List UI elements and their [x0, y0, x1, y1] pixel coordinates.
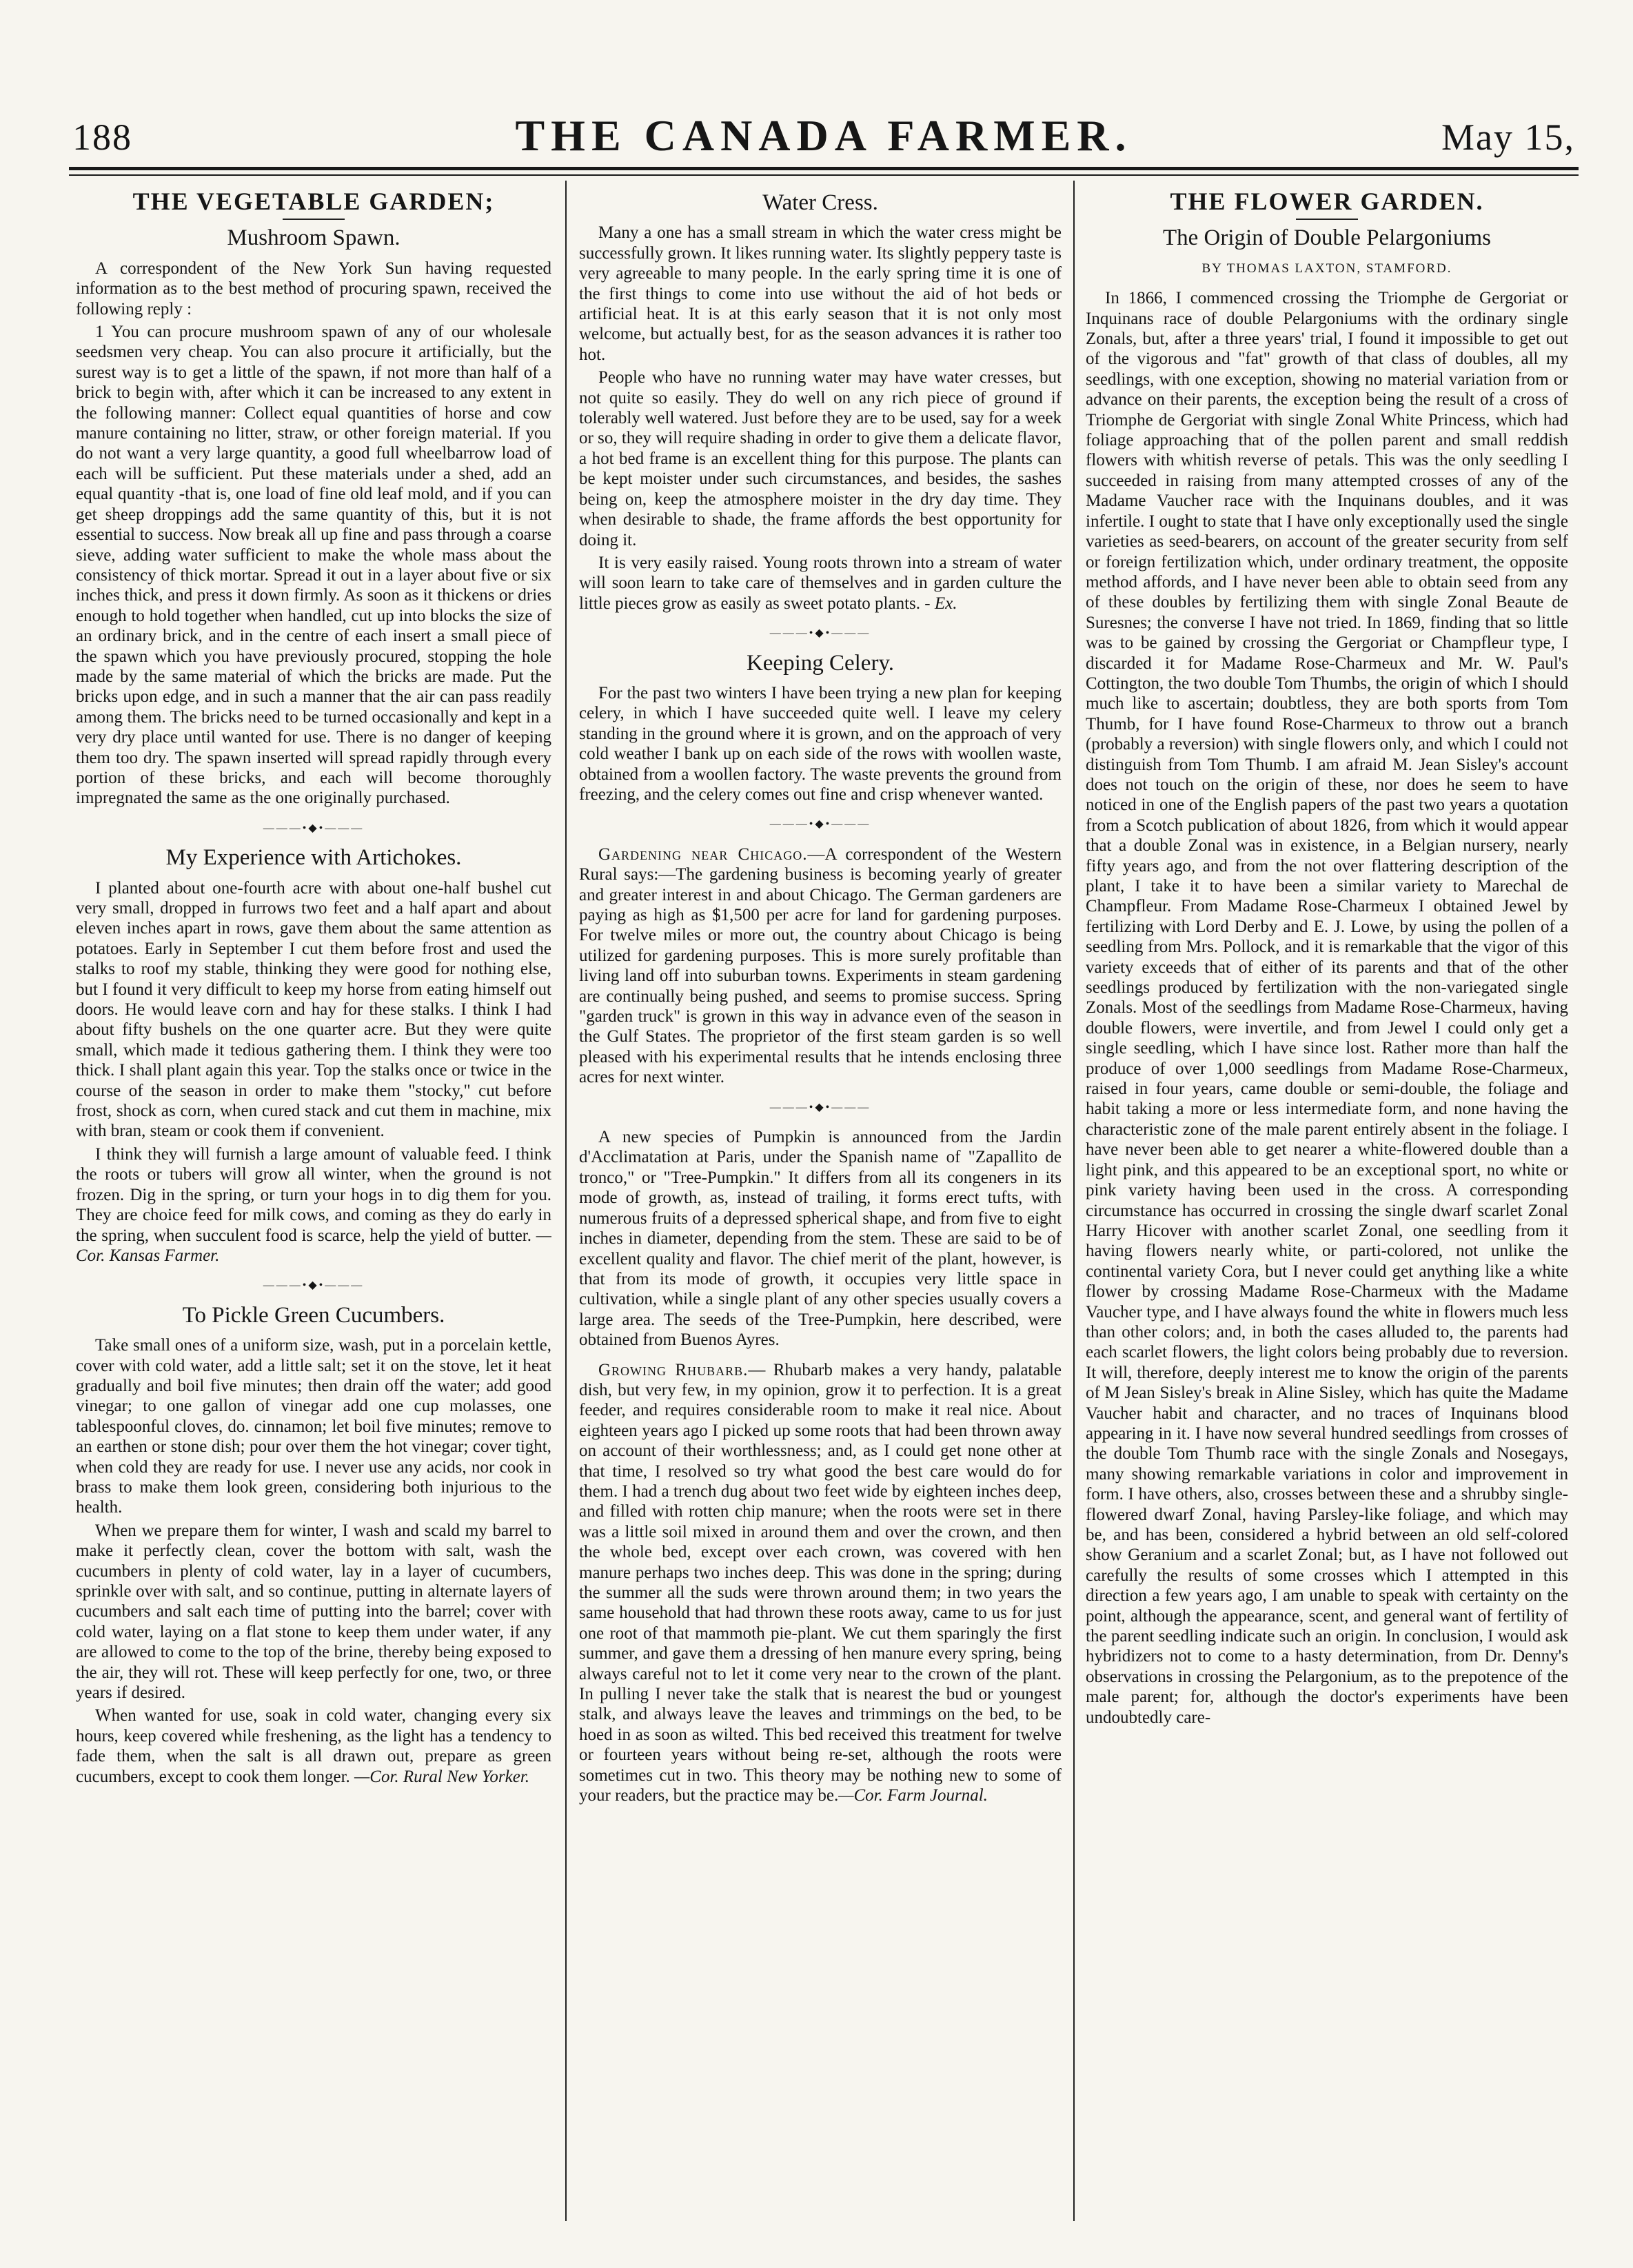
article-intro: A correspondent of the New York Sun having requested information as to the best method of procuring spawn, received the following reply :: [76, 259, 551, 318]
page-header: [72, 103, 1575, 159]
article-paragraph: For the past two winters I have been trying a new plan for keeping celery, in which I have succeeded quite well. I leave my celery standing in the ground where it is grown, and on the approach of very cold weather I bank up on each side of the rows with woollen waste, obtained from a woollen factory. The waste prevents the ground from freezing, and the celery comes out fine and crisp whenever wanted.: [579, 683, 1062, 804]
article-title-cucumbers: To Pickle Green Cucumbers.: [182, 1302, 445, 1328]
article-body: 1 You can procure mushroom spawn of any of our wholesale seedsmen very cheap. You can also procure it artificially, but the surest way is to get a little of the spawn, if not more than half of a brick to begin with, after which it can be increased to any extent in the following manner: Collect equal quantities of horse and cow manure containing no litter, straw, or other foreign material. If you do not want a very large quantity, a good full wheelbarrow load of each will be sufficient. Put these materials under a shed, add an equal quantity -that is, one load of fine old leaf mold, and if you can get sheep droppings add the same quantity of this, but it is not essential to success. Now break all up fine and pass through a coarse sieve, adding water sufficient to make the whole mass about the consistency of thick mortar. Spread it out in a layer about five or six inches thick, and press it down firmly. As soon as it thickens or dries enough to hold together when handled, cut up into blocks the size of an ordinary brick, and in the centre of each insert a small piece of the spawn which you have previously procured, stopping the hole made by the same material of which the bricks are made. Put the bricks upon edge, and in such a manner that the air can pass readily among them. The bricks need to be turned occasionally and kept in a very dry place until wanted for use. There is no danger of keeping them too dry. The spawn inserted will spread rapidly through every portion of these bricks, and each will become thoroughly impregnated the same as the one originally purchased.: [76, 323, 551, 808]
article-paragraph: [579, 844, 1062, 1088]
article-text: — Rhubarb makes a very handy, palatable dish, but very few, in my opinion, grow it to perfection. It is a great feeder, and requires considerable room to make it real nice. About eighteen years ago I picked up some roots that had been thrown away on account of their worthlessness; and, as I could get none other at that time, I resolved so try what good the best care would do for them. I had a trench dug about two feet wide by eighteen inches deep, and filled with rotten chip manure; when the roots were set in there was a little soil mixed in around them and over the crown, and then the whole bed, except over each crown, was covered with hen manure perhaps two inches deep. This was done in the spring; during the summer all the suds were thrown around them; in two years the same household that had thrown these roots away, came to us for just one root of that mammoth pie-plant. We cut them sparingly the first summer, and gave them a dressing of hen manure every spring, being always careful not to let it come very near to the crown of the plant. In pulling I never take the stalk that is nearest the bud or youngest stalk, and always leave the leaves and trimmings on the bed, to be hoed in as soon as wilted. This bed received this treatment for twelve or fourteen years without being re-set, although the roots were sometimes cut in two. This theory may be nothing new to some of your readers, but the practice may be.: [579, 1360, 1062, 1805]
ornament-divider: ———•◆•———: [769, 627, 871, 640]
column-divider: [565, 181, 567, 2221]
divider: [283, 219, 345, 220]
divider: [1296, 219, 1358, 220]
article-title-pelargoniums: The Origin of Double Pelargoniums: [1163, 225, 1491, 251]
section-heading-vegetable-garden: THE VEGETABLE GARDEN;: [132, 188, 495, 215]
column-divider: [1073, 181, 1075, 2221]
article-title-celery: Keeping Celery.: [746, 650, 895, 676]
article-paragraph: [579, 553, 1062, 614]
page-number: 188: [72, 117, 132, 158]
column-left: [76, 185, 551, 2225]
article-paragraph: I planted about one-fourth acre with about one-half bushel cut very small, dropped in furrows two feet and a half apart and about eleven inches apart in rows, gave them about the same attention as potatoes. Early in September I cut them before frost and used the stalks to roof my stable, thinking they were good for nothing else, but I found it very difficult to keep my horse from eating himself out doors. He would leave corn and hay for these stalks. I think I had about fifty bushels on the one quarter acre. But they were quite small, which made it tedious gathering them. I think they were too thick. I shall plant again this year. Top the stalks once or twice in the course of the season in order to make them "stocky," cut before frost, shock as corn, when cured stack and cut them in machine, mix with bran, steam or cook them if convenient.: [76, 878, 551, 1141]
article-text: When wanted for use, soak in cold water, changing every six hours, keep covered while freshening, as the light has a tendency to fade them, when the salt is all drawn out, prepare as green cucumbers, except to cook them longer.: [76, 1706, 551, 1786]
ornament-divider: ———•◆•———: [769, 1101, 871, 1113]
article-paragraph: When we prepare them for winter, I wash and scald my barrel to make it perfectly clean, cover the bottom with salt, wash the cucumbers in plenty of cold water, lay in a layer of cucumbers, sprinkle over with salt, and so continue, putting in alternate layers of cucumbers and salt each time of putting into the barrel; cover with cold water, laying on a flat stone to keep them under water, if any are allowed to come to the top of the brine, thereby being exposed to the air, they will rot. These will keep perfectly for one, two, or three years if desired.: [76, 1521, 551, 1703]
masthead: THE CANADA FARMER.: [515, 111, 1133, 160]
article-signature: —Cor. Farm Journal.: [838, 1786, 988, 1805]
article-text: —A correspondent of the Western Rural says:—The gardening business is becoming yearly of greater and greater interest in and about Chicago. The German gardeners are paying as high as $1,500 per acre for land for gardening purposes. For twelve miles or more out, the country about Chicago is being utilized for gardening purposes. This is more surely profitable than living land off into suburban towns. Experiments in steam gardening are continually being pushed, and seems to promise success. Spring "garden truck" is grown in this way in advance even of the season in the Gulf States. The proprietor of the first steam garden is so well pleased with his experimental results that he intends enclosing three acres for next winter.: [579, 844, 1062, 1087]
article-paragraph: People who have no running water may have water cresses, but not quite so easily. They do well on any rich piece of ground if tolerably well watered. Just before they are to be used, say for a week or so, they will require shading in order to give them a delicate flavor, a hot bed frame is an excellent thing for this purpose. The plants can be kept moister under such circumstances, and besides, the sashes being on, keep the atmosphere moister in the dry day time. They when desirable to shade, the frame affords the best opportunity for doing it.: [579, 368, 1062, 549]
article-title-artichokes: My Experience with Artichokes.: [165, 845, 462, 871]
article-text: It is very easily raised. Young roots thrown into a stream of water will soon learn to take care of themselves and in garden culture the little pieces grow as easily as sweet potato plants.: [579, 553, 1062, 613]
article-paragraph: [76, 1705, 551, 1787]
article-lead: Growing Rhubarb.: [598, 1360, 749, 1379]
ornament-divider: ———•◆•———: [769, 818, 871, 831]
article-paragraph: [76, 1144, 551, 1266]
column-right: [1086, 185, 1568, 2225]
article-text: I think they will furnish a large amount of valuable feed. I think the roots or tubers will grow all winter, when the ground is not frozen. Dig in the spring, or turn your hogs in to dig them for you. They are choice feed for milk cows, and coming as they do early in the spring, when succulent food is scarce, help the yield of butter.: [76, 1144, 551, 1245]
article-paragraph: Many a one has a small stream in which the water cress might be successfully grown. It likes running water. Its slightly peppery taste is very agreeable to many people. In the early spring time it is one of the first things to come into use without the aid of hot beds or artificial heat. It is at this early season that it is not only most welcome, but actually best, for as the season advances it is rather too hot.: [579, 223, 1062, 364]
article-byline: BY THOMAS LAXTON, STAMFORD.: [1201, 261, 1452, 276]
ornament-divider: ———•◆•———: [263, 1279, 365, 1292]
article-signature: - Ex.: [924, 594, 957, 613]
article-paragraph: [579, 1360, 1062, 1806]
article-signature: —Cor. Kansas Farmer.: [76, 1226, 551, 1265]
header-rule-thin: [69, 174, 1579, 176]
ornament-divider: ———•◆•———: [263, 822, 365, 834]
section-heading-flower-garden: THE FLOWER GARDEN.: [1170, 188, 1484, 215]
article-title-mushroom: Mushroom Spawn.: [227, 225, 400, 251]
article-paragraph: Take small ones of a uniform size, wash, put in a porcelain kettle, cover with cold water, add a little salt; set it on the stove, let it heat gradually and boil five minutes; then drain off the water; add good vinegar; to one gallon of vinegar add one cup molasses, one tablespoonful cloves, do. cinnamon; let boil five minutes; remove to an earthen or stone dish; pour over them the hot vinegar; cover tight, when cold they are ready for use. I never use any acids, nor cook in brass to make them look green, considering both injurious to the health.: [76, 1336, 551, 1517]
column-middle: [579, 185, 1062, 2225]
article-lead: Gardening near Chicago.: [598, 844, 808, 864]
article-title-water-cress: Water Cress.: [762, 190, 878, 215]
article-signature: —Cor. Rural New Yorker.: [354, 1767, 530, 1786]
article-paragraph: A new species of Pumpkin is announced from the Jardin d'Acclimatation at Paris, under the Spanish name of "Zapallito de tronco," or "Tree-Pumpkin." It differs from all its congeners in its mode of growth, as, instead of trailing, it forms erect tufts, with numerous fruits of a depressed spherical shape, and from five to eight inches in diameter, depending from the stem. These are said to be of excellent quality and flavor. The chief merit of the plant, however, is that from its mode of growth, it occupies very little space in cultivation, while a single plant of any other species usually covers a large area. The seeds of the Tree-Pumpkin, here described, were obtained from Buenos Ayres.: [579, 1128, 1062, 1350]
header-rule: [69, 167, 1579, 170]
issue-date: May 15,: [1441, 117, 1575, 158]
article-body: In 1866, I commenced crossing the Triomphe de Gergoriat or Inquinans race of double Pelargoniums with the ordinary single Zonals, but, after a three years' trial, I found it impossible to get out of the vigorous and "fat" growth of that class of doubles, all my seedlings, with one exception, showing no material variation from or advance on their parents, the exception being the result of a cross of Triomphe de Gergoriat with single Zonal White Princess, which had foliage approaching that of the pollen parent and small reddish flowers with whitish reverse of petals. This was the only seedling I succeeded in raising from many attempted crosses of any of the Madame Vaucher race with the Inquinans doubles, and it was infertile. I ought to state that I have only exceptionally used the single varieties as seed-bearers, on account of the greater security from self or foreign fertilization which, under ordinary treatment, the opposite method affords, and I have never been able to obtain seed from any of these doubles by fertilizing them with single Zonal Beaute de Suresnes; the converse I have not tried. In 1869, finding that so little was to be gained by crossing the Gergoriat or Champfleur type, I discarded it for Madame Rose-Charmeux and Mr. W. Paul's Cottington, the two double Tom Thumbs, the origin of which I should much like to ascertain; doubtless, they are both sports from Tom Thumb, for I have found Rose-Charmeux to throw out a branch (probably a reversion) with single flowers only, and which I could not distinguish from Tom Thumb. I am afraid M. Jean Sisley's account does not touch on the origin of these, nor does he seem to have noticed in one of the English papers of the past two years a quotation from a Scotch publication of about 1826, from which it would appear that a double Zonal was in existence, in a Belgian nursery, nearly fifty years ago, and from the not over flattering description of the plant, I take it to have been a similar variety to Marechal de Champfleur. From Madame Rose-Charmeux I obtained Jewel by fertilizing with Lord Derby and E. J. Lowe, by using the pollen of a seedling from Mrs. Pollock, and it is remarkable that the vigor of this variety exceeds that of either of its parents and that of the other seedlings produced by fertilization with the non-variegated single Zonals. Most of the seedlings from Madame Rose-Charmeux, having double flowers, were invertile, and from Jewel I could only get a single seedling, which I have since lost. Rather more than half the produce of over 1,000 seedlings from Madame Rose-Charmeux, raised in four years, came double or semi-double, the foliage and habit taking a more or less intermediate form, and none having the characteristic zone of the male parent entirely absent in the foliage. I have never been able to get nearer a white-flowered double than a light pink, and this appeared to be an exceptional sport, no white or pink variety having been used in the cross. A corresponding circumstance has occurred in crossing the single dwarf scarlet Zonal Harry Hicover with another scarlet Zonal, one seedling from it having flowers nearly white, or parti-colored, not unlike the continental variety Cora, but I never could get anything like a white flower by crossing Madame Rose-Charmeux with the Madame Vaucher type, and I have always found the white in flowers much less than other colors; and, in both the cases alluded to, the parents had each scarlet flowers, the light colors being probably due to reversion. It will, therefore, deeply interest me to know the origin of the parents of M Jean Sisley's break in Aline Sisley, which has quite the Madame Vaucher habit and character, and no traces of Inquinans blood appearing in it. I have now several hundred seedlings from crosses of the double Tom Thumb race with the single Zonals and Nosegays, many showing remarkable variations in color and improvement in form. I have others, also, crosses between these and a shrubby single-flowered dwarf Zonal, having Parsley-like foliage, and which may be, and has been, considered a hybrid between an old self-colored show Geranium and a scarlet Zonal; but, as I have not followed out carefully the results of some crosses which I attempted in this direction a few years ago, I am unable to speak with certainty on the point, although the appearance, scent, and general want of fertility of the parent seedling indicate such an origin. In conclusion, I would ask hybridizers not to come to a hasty determination, from Dr. Denny's observations in crossing the Pelargonium, as to the prepotence of the male parent; for, although the doctor's experiments have been undoubtedly care-: [1086, 289, 1568, 1727]
